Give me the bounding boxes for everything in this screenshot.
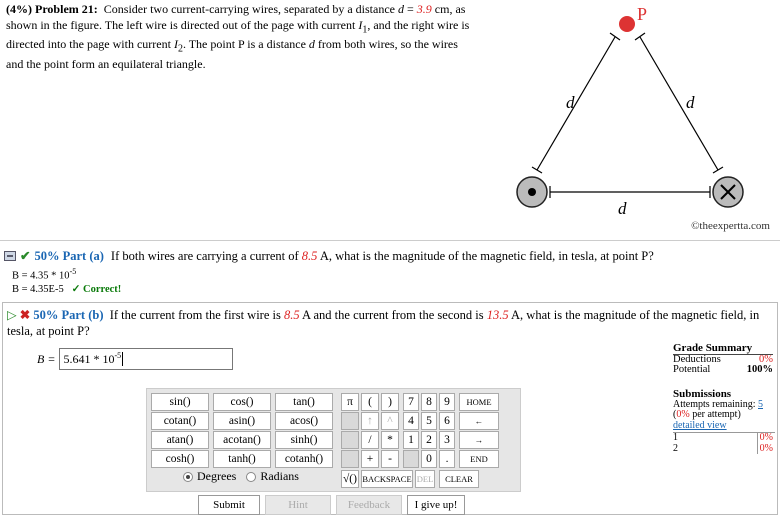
part-a-title: 50% Part (a): [34, 249, 104, 263]
func-key[interactable]: sinh(): [275, 431, 333, 449]
submission-row: 1 0%: [673, 432, 773, 443]
backspace-key[interactable]: BACKSPACE: [361, 470, 413, 488]
dimension-line-right: [640, 37, 718, 170]
point-p: [619, 16, 635, 32]
equals: =: [404, 2, 417, 16]
entered-answer: $B = 4.35 * 10^{-5}$: [12, 267, 77, 282]
potential-value: 100%: [746, 364, 773, 375]
input-label: B =: [37, 351, 56, 366]
digit-key[interactable]: 8: [421, 393, 437, 411]
var-d: d: [398, 2, 404, 16]
func-key[interactable]: tan(): [275, 393, 333, 411]
give-up-button[interactable]: I give up!: [407, 495, 465, 515]
func-key[interactable]: sin(): [151, 393, 209, 411]
angle-mode: Degrees Radians: [183, 469, 299, 484]
figure-credit: ©theexpertta.com: [691, 220, 770, 232]
symbol-key[interactable]: (: [361, 393, 379, 411]
problem-text: , and the right wire is directed into the page with current: [6, 17, 470, 52]
grade-summary: Grade Summary Deductions 0% Potential 100%: [673, 342, 773, 375]
d-label-bottom: d: [618, 199, 627, 218]
symbol-key[interactable]: [341, 431, 359, 449]
action-buttons: [198, 495, 465, 515]
deductions-value: 0%: [759, 353, 773, 365]
dimension-line-left: [537, 37, 615, 170]
submission-list: [673, 432, 775, 454]
nav-key[interactable]: END: [459, 450, 499, 468]
problem-text: cm, as shown in the figure. The left wire is directed out of the page with current: [6, 2, 466, 32]
symbol-key[interactable]: /: [361, 431, 379, 449]
digit-key[interactable]: .: [439, 450, 455, 468]
digit-key[interactable]: 3: [439, 431, 455, 449]
sub-2: 2: [177, 43, 183, 55]
problem-text: . The point P is a distance: [182, 37, 309, 52]
collapse-icon[interactable]: [4, 250, 16, 262]
problem-heading: (4%) Problem 21:: [6, 2, 98, 16]
detailed-view-link[interactable]: detailed view: [673, 419, 727, 431]
digit-key[interactable]: 5: [421, 412, 437, 430]
var-i1: I: [358, 17, 363, 32]
digit-key[interactable]: 1: [403, 431, 419, 449]
digit-key[interactable]: 6: [439, 412, 455, 430]
func-key[interactable]: asin(): [213, 412, 271, 430]
clear-key[interactable]: CLEAR: [439, 470, 479, 488]
answer-status: B = 4.35E-5 ✓ Correct!: [12, 283, 122, 295]
wire-out-of-page-icon: [517, 177, 547, 207]
part-b-header: [7, 307, 777, 339]
feedback-button[interactable]: Feedback: [336, 495, 402, 515]
answer-input-row: [37, 348, 233, 370]
check-icon: ✔: [20, 249, 31, 263]
symbol-key[interactable]: π: [341, 393, 359, 411]
symbol-key[interactable]: [341, 450, 359, 468]
var-i2: I: [173, 37, 178, 52]
symbol-key[interactable]: +: [361, 450, 379, 468]
digit-key[interactable]: 9: [439, 393, 455, 411]
func-key[interactable]: cosh(): [151, 450, 209, 468]
symbol-key[interactable]: ): [381, 393, 399, 411]
part-b-title: 50% Part (b): [33, 308, 104, 322]
sub-1: 1: [362, 23, 368, 35]
d-label-right: d: [686, 93, 695, 112]
symbol-key[interactable]: *: [381, 431, 399, 449]
symbol-key[interactable]: [341, 412, 359, 430]
degrees-radio[interactable]: [183, 472, 193, 482]
func-key[interactable]: tanh(): [213, 450, 271, 468]
play-icon: ▷: [7, 308, 17, 322]
divider: [0, 240, 780, 241]
part-a-question: If both wires are carrying a current of 8.5 A, what is the magnitude of the magnetic field, in tesla, at point P?: [110, 249, 654, 263]
digit-key[interactable]: [403, 450, 419, 468]
nav-key[interactable]: ←: [459, 412, 499, 430]
problem-statement: [6, 2, 476, 73]
digit-key[interactable]: 2: [421, 431, 437, 449]
grade-title: Grade Summary: [673, 343, 773, 355]
wire-figure: [490, 0, 780, 240]
problem-text: from both wires, so the wires and the point form an equilateral triangle.: [6, 37, 458, 72]
part-b: [2, 302, 778, 515]
correct-badge: ✓ Correct!: [71, 283, 122, 295]
answer-input[interactable]: $5.641 * 10^{-5}$: [59, 348, 233, 370]
func-key[interactable]: cotan(): [151, 412, 209, 430]
submissions-panel: Submissions Attempts remaining: 5 (0% per attempt) detailed view 1 0% 2 0%: [673, 388, 773, 454]
symbol-key[interactable]: -: [381, 450, 399, 468]
func-key[interactable]: atan(): [151, 431, 209, 449]
nav-key[interactable]: →: [459, 431, 499, 449]
hint-button[interactable]: Hint: [265, 495, 331, 515]
x-icon: ✖: [19, 308, 31, 322]
part-a: [0, 244, 780, 300]
del-key[interactable]: DEL: [415, 470, 435, 488]
symbol-key[interactable]: ↑: [361, 412, 379, 430]
distance-value: 3.9: [416, 2, 432, 16]
digit-key[interactable]: 0: [421, 450, 437, 468]
current-value: 8.5: [301, 249, 318, 263]
wire-into-page-icon: [713, 177, 743, 207]
digit-key[interactable]: 4: [403, 412, 419, 430]
problem-text: Consider two current-carrying wires, separated by a distance: [103, 2, 398, 16]
nav-key[interactable]: HOME: [459, 393, 499, 411]
submission-row: 2 0%: [673, 442, 773, 454]
radians-radio[interactable]: [246, 472, 256, 482]
submit-button[interactable]: Submit: [198, 495, 260, 515]
func-key[interactable]: acos(): [275, 412, 333, 430]
symbol-key[interactable]: ^: [381, 412, 399, 430]
digit-key[interactable]: 7: [403, 393, 419, 411]
func-key[interactable]: cos(): [213, 393, 271, 411]
sqrt-key[interactable]: √(): [341, 470, 359, 488]
d-label-left: d: [566, 93, 575, 112]
part-b-question: If the current from the first wire is 8.5 A and the current from the second is 13.5 A, what is the magnitude of the magnetic field, in tesla, at point P?: [7, 308, 760, 338]
func-key[interactable]: acotan(): [213, 431, 271, 449]
var-d: d: [308, 37, 315, 52]
point-p-label: P: [637, 4, 648, 24]
attempts-remaining[interactable]: 5: [758, 398, 763, 410]
func-key[interactable]: cotanh(): [275, 450, 333, 468]
